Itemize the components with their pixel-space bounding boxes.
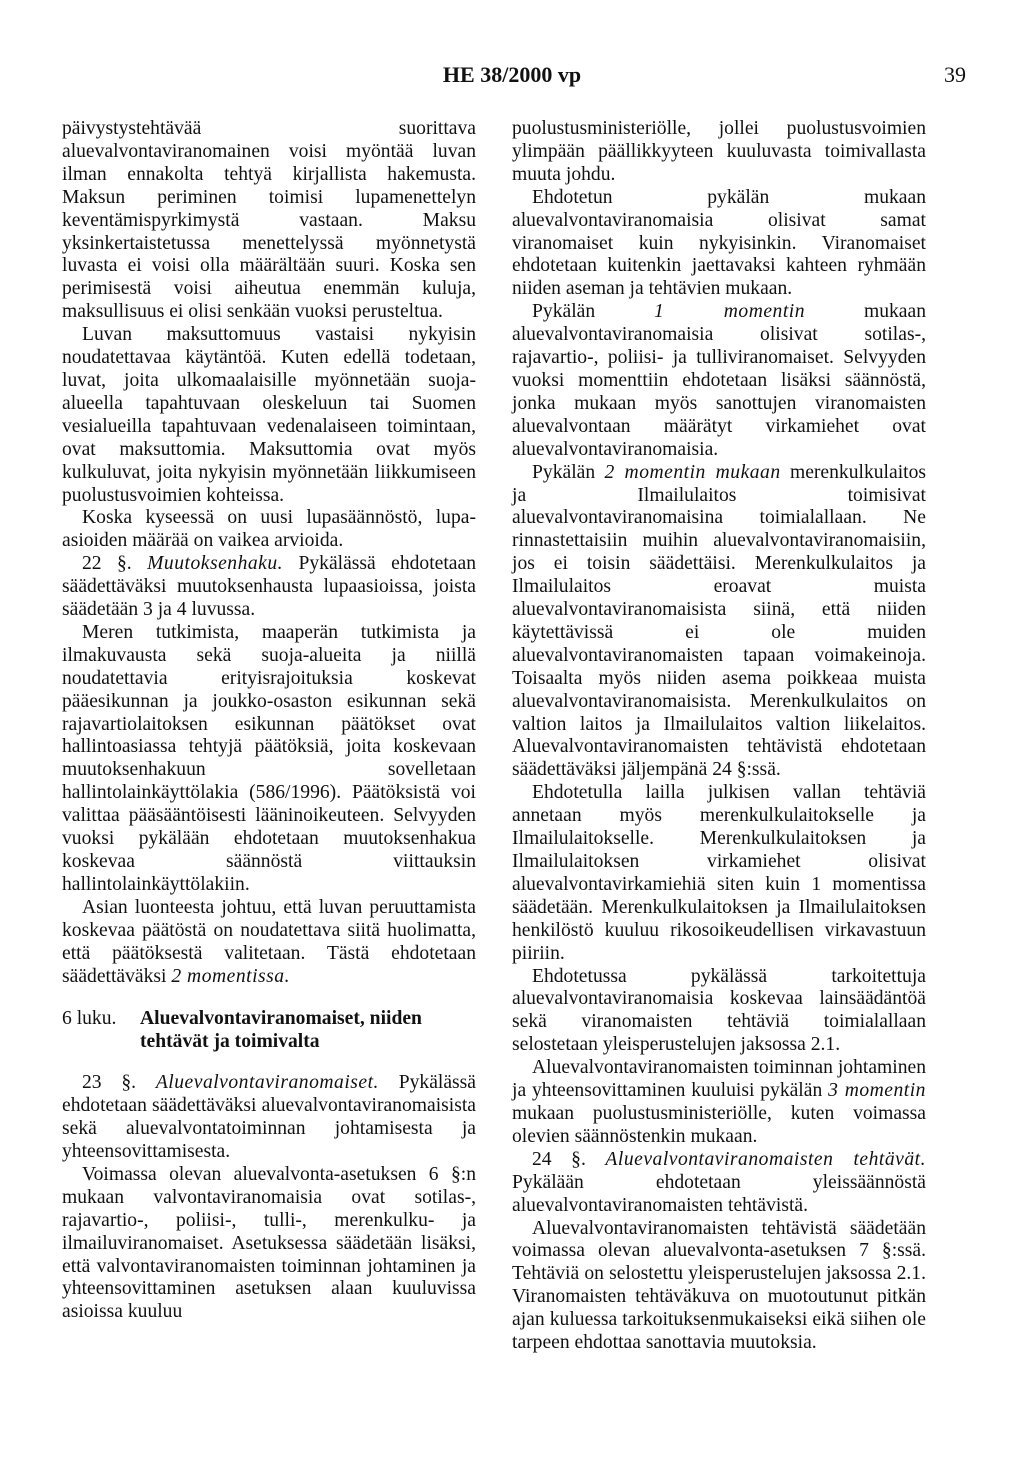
paragraph-text: Pykälän <box>532 301 655 323</box>
paragraph: päivystystehtävää suorittava aluevalvontaviranomainen voisi myöntää luvan ilman ennakolta tehtyä kirjallista hakemusta. Maksun periminen toimisi lupamenettelyn keventämispyrkimystä vastaan. Maksu yksinkertaistetussa menettelyssä myönnetystä luvasta ei voisi olla määrältään suuri. Koska sen perimisestä voisi aiheutua enemmän kuluja, maksullisuus ei olisi senkään vuoksi perusteltua. <box>62 118 476 323</box>
chapter-heading <box>62 1008 476 1054</box>
paragraph <box>512 1149 926 1218</box>
paragraph: Ehdotetun pykälän mukaan aluevalvontaviranomaisia olisivat samat viranomaiset kuin nykyisinkin. Viranomaiset ehdotetaan kuitenkin jaettavaksi kahteen ryhmään niiden aseman ja tehtävien mukaan. <box>512 186 926 300</box>
paragraph <box>512 301 926 461</box>
paragraph-text: mukaan puolustusministeriölle, kuten voimassa olevien säännöstenkin mukaan. <box>512 1102 926 1147</box>
paragraph <box>512 1057 926 1149</box>
left-column <box>62 118 476 1324</box>
section-title: Aluevalvontaviranomaisten tehtävät. <box>605 1148 926 1170</box>
italic-reference: 3 momentin <box>828 1080 926 1102</box>
paragraph <box>62 553 476 622</box>
right-column <box>512 118 926 1355</box>
paragraph: Luvan maksuttomuus vastaisi nykyisin noudatettavaa käytäntöä. Kuten edellä todetaan, luvat, joita ulkomaalaisille myönnetään suoja-alueella tapahtuvaan oleskeluun tai Suomen vesialueilla tapahtuvaan vedenalaiseen toimintaan, ovat maksuttomia. Maksuttomia ovat myös kulkuluvat, joita nykyisin myönnetään liikkumiseen puolustusvoimien kohteissa. <box>62 324 476 506</box>
paragraph: puolustusministeriölle, jollei puolustusvoimien ylimpään päällikkyyteen kuuluvasta toimivallasta muuta johdu. <box>512 118 926 185</box>
paragraph: Ehdotetussa pykälässä tarkoitettuja aluevalvontaviranomaisia koskevaa lainsäädäntöä sekä viranomaisten tehtäviä toimialallaan selostetaan yleisperustelujen jaksossa 2.1. <box>512 965 926 1056</box>
italic-reference: 1 momentin <box>654 301 806 323</box>
paragraph: Koska kyseessä on uusi lupasäännöstö, lupa-asioiden määrää on vaikea arvioida. <box>62 507 476 552</box>
paragraph-text: Asian luonteesta johtuu, että luvan peruuttamista koskevaa päätöstä on noudatettava siitä huolimatta, että päätöksestä valitetaan. Tästä ehdotetaan säädettäväksi <box>62 896 476 987</box>
italic-reference: 2 momentin mukaan <box>604 461 781 483</box>
italic-reference: 2 momentissa. <box>171 965 290 987</box>
section-number: 23 §. <box>82 1072 156 1094</box>
paragraph <box>512 462 926 783</box>
paragraph <box>62 897 476 989</box>
section-number: 22 §. <box>82 553 148 575</box>
paragraph-text: Pykälän <box>532 461 605 483</box>
paragraph-text: Aluevalvontaviranomaisten toiminnan johtaminen ja yhteensovittaminen kuuluisi pykälän <box>512 1057 926 1102</box>
document-title: HE 38/2000 vp <box>442 62 582 87</box>
section-title: Aluevalvontaviranomaiset. <box>155 1072 379 1094</box>
section-title: Muutoksenhaku. <box>147 553 284 575</box>
paragraph-text: Pykälään ehdotetaan yleissäännöstä aluevalvontaviranomaisten tehtävistä. <box>512 1171 926 1216</box>
paragraph-text: Pykälässä ehdotetaan säädettäväksi aluevalvontaviranomaisista sekä aluevalvontatoiminnan johtamisesta ja yhteensovittamisesta. <box>62 1072 476 1162</box>
paragraph <box>62 1072 476 1164</box>
paragraph: Aluevalvontaviranomaisten tehtävistä säädetään voimassa olevan aluevalvonta-asetuksen 7 §:ssä. Tehtäviä on selostettu yleisperustelujen jaksossa 2.1. Viranomaisten tehtäväkuva on muotoutunut pitkän ajan kuluessa tarkoituksenmukaiseksi eikä siihen ole tarpeen ehdottaa sanottavia muutoksia. <box>512 1217 926 1354</box>
paragraph-text: Pykälässä ehdotetaan säädettäväksi muutoksenhausta lupaasioissa, joista säädetään 3 ja 4 luvussa. <box>62 553 476 621</box>
paragraph-text: mukaan aluevalvontaviranomaisia olisivat sotilas-, rajavartio-, poliisi- ja tulliviranomaiset. Selvyyden vuoksi momenttiin ehdotetaan lisäksi säännöstä, jonka mukaan myös sanottujen viranomaisten aluevalvontaan määrätyt virkamiehet ovat aluevalvontaviranomaisia. <box>512 301 926 460</box>
chapter-title: Aluevalvontaviranomaiset, niiden tehtävät ja toimivalta <box>140 1008 422 1053</box>
chapter-number: 6 luku. <box>62 1008 117 1030</box>
paragraph-text: merenkulkulaitos ja Ilmailulaitos toimisivat aluevalvontaviranomaisina toimialallaan. Ne rinnastettaisiin muihin aluevalvontaviranomaisiin, jos ei toisin säädettäisi. Merenkulkulaitos ja Ilmailulaitos eroavat muista aluevalvontaviranomaisista siinä, että niiden käytettävissä ei ole muiden aluevalvontaviranomaisten tapaan voimakeinoja. Toisaalta myös niiden asema poikkeaa muista aluevalvontaviranomaisista. Merenkulkulaitos on valtion laitos ja Ilmailulaitos valtion liikelaitos. Aluevalvontaviranomaisten tehtävistä ehdotetaan säädettäväksi jäljempänä 24 §:ssä. <box>512 461 926 781</box>
page-number: 39 <box>944 62 966 87</box>
section-number: 24 §. <box>532 1148 606 1170</box>
page-header <box>0 60 1024 92</box>
paragraph: Ehdotetulla lailla julkisen vallan tehtäviä annetaan myös merenkulkulaitokselle ja Ilmailulaitokselle. Merenkulkulaitoksen ja Ilmailulaitoksen virkamiehet olisivat aluevalvontavirkamiehiä siten kuin 1 momentissa säädetään. Merenkulkulaitoksen ja Ilmailulaitoksen henkilöstö kuuluu rikosoikeudellisen virkavastuun piiriin. <box>512 782 926 964</box>
paragraph: Voimassa olevan aluevalvonta-asetuksen 6 §:n mukaan valvontaviranomaisia ovat sotilas-, rajavartio-, poliisi-, tulli-, merenkulku- ja ilmailuviranomaiset. Asetuksessa säädetään lisäksi, että valvontaviranomaisten toiminnan johtaminen ja yhteensovittaminen asetuksen alaan kuuluvissa asioissa kuuluu <box>62 1163 476 1323</box>
paragraph: Meren tutkimista, maaperän tutkimista ja ilmakuvausta sekä suoja-alueita ja niillä noudatettavia erityisrajoituksia koskevat pääesikunnan ja joukko-osaston esikunnan sekä rajavartiolaitoksen esikunnan päätökset ovat hallintoasiassa tehtyjä päätöksiä, joita koskevaan muutoksenhakuun sovelletaan hallintolainkäyttölakia (586/1996). Päätöksistä voi valittaa pääsääntöisesti lääninoikeuteen. Selvyyden vuoksi pykälään ehdotetaan muutoksenhakua koskevaa säännöstä viittauksin hallintolainkäyttölakiin. <box>62 621 476 895</box>
